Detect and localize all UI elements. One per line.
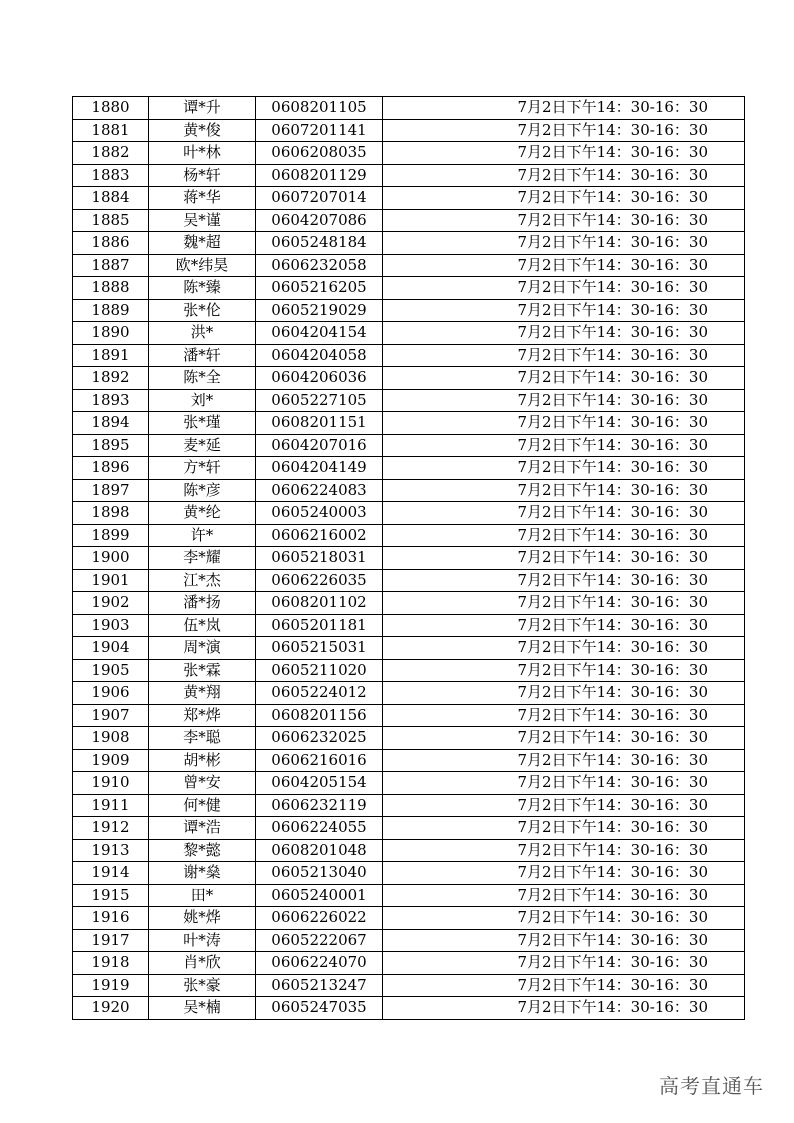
cell-student-name: 田* xyxy=(149,884,256,907)
cell-exam-id: 0608201156 xyxy=(256,704,383,727)
table-row xyxy=(73,772,745,795)
cell-exam-id: 0605224012 xyxy=(256,682,383,705)
cell-exam-time: 7月2日下午14：30-16：30 xyxy=(383,232,745,255)
cell-exam-time: 7月2日下午14：30-16：30 xyxy=(383,254,745,277)
cell-exam-id: 0605201181 xyxy=(256,614,383,637)
cell-exam-time: 7月2日下午14：30-16：30 xyxy=(383,974,745,997)
cell-seq-number: 1890 xyxy=(73,322,149,345)
cell-seq-number: 1920 xyxy=(73,997,149,1020)
cell-seq-number: 1911 xyxy=(73,794,149,817)
cell-student-name: 姚*烨 xyxy=(149,907,256,930)
cell-exam-time: 7月2日下午14：30-16：30 xyxy=(383,929,745,952)
cell-student-name: 江*杰 xyxy=(149,569,256,592)
cell-exam-time: 7月2日下午14：30-16：30 xyxy=(383,412,745,435)
cell-seq-number: 1882 xyxy=(73,142,149,165)
cell-exam-time: 7月2日下午14：30-16：30 xyxy=(383,637,745,660)
cell-exam-id: 0604205154 xyxy=(256,772,383,795)
cell-student-name: 郑*烨 xyxy=(149,704,256,727)
cell-student-name: 蒋*华 xyxy=(149,187,256,210)
cell-student-name: 曾*安 xyxy=(149,772,256,795)
cell-seq-number: 1910 xyxy=(73,772,149,795)
table-row xyxy=(73,614,745,637)
table-row xyxy=(73,502,745,525)
cell-seq-number: 1901 xyxy=(73,569,149,592)
cell-exam-id: 0606232025 xyxy=(256,727,383,750)
table-row xyxy=(73,794,745,817)
cell-exam-id: 0606232058 xyxy=(256,254,383,277)
cell-exam-id: 0608201102 xyxy=(256,592,383,615)
cell-exam-time: 7月2日下午14：30-16：30 xyxy=(383,187,745,210)
table-row xyxy=(73,209,745,232)
cell-exam-time: 7月2日下午14：30-16：30 xyxy=(383,817,745,840)
table-row xyxy=(73,479,745,502)
cell-exam-id: 0606232119 xyxy=(256,794,383,817)
cell-exam-id: 0607201141 xyxy=(256,119,383,142)
table-row xyxy=(73,749,745,772)
cell-student-name: 李*耀 xyxy=(149,547,256,570)
table-row xyxy=(73,637,745,660)
cell-seq-number: 1884 xyxy=(73,187,149,210)
table-row xyxy=(73,367,745,390)
cell-exam-id: 0604204154 xyxy=(256,322,383,345)
cell-seq-number: 1918 xyxy=(73,952,149,975)
table-row xyxy=(73,682,745,705)
cell-seq-number: 1917 xyxy=(73,929,149,952)
cell-student-name: 张*瑾 xyxy=(149,412,256,435)
table-row xyxy=(73,457,745,480)
table-row xyxy=(73,907,745,930)
cell-student-name: 吴*谨 xyxy=(149,209,256,232)
cell-seq-number: 1895 xyxy=(73,434,149,457)
cell-seq-number: 1904 xyxy=(73,637,149,660)
table-row xyxy=(73,569,745,592)
table-row xyxy=(73,254,745,277)
cell-seq-number: 1886 xyxy=(73,232,149,255)
cell-exam-id: 0606216016 xyxy=(256,749,383,772)
cell-student-name: 谭*浩 xyxy=(149,817,256,840)
cell-student-name: 许* xyxy=(149,524,256,547)
cell-seq-number: 1909 xyxy=(73,749,149,772)
cell-seq-number: 1889 xyxy=(73,299,149,322)
cell-seq-number: 1896 xyxy=(73,457,149,480)
table-row xyxy=(73,817,745,840)
cell-seq-number: 1902 xyxy=(73,592,149,615)
cell-exam-id: 0604207086 xyxy=(256,209,383,232)
cell-student-name: 张*霖 xyxy=(149,659,256,682)
cell-exam-id: 0605227105 xyxy=(256,389,383,412)
cell-exam-time: 7月2日下午14：30-16：30 xyxy=(383,457,745,480)
cell-student-name: 黄*翔 xyxy=(149,682,256,705)
cell-exam-time: 7月2日下午14：30-16：30 xyxy=(383,164,745,187)
cell-student-name: 陈*全 xyxy=(149,367,256,390)
cell-student-name: 李*聪 xyxy=(149,727,256,750)
cell-student-name: 黄*纶 xyxy=(149,502,256,525)
cell-exam-id: 0605216205 xyxy=(256,277,383,300)
cell-seq-number: 1894 xyxy=(73,412,149,435)
cell-seq-number: 1891 xyxy=(73,344,149,367)
cell-seq-number: 1913 xyxy=(73,839,149,862)
cell-student-name: 谭*升 xyxy=(149,97,256,120)
table-row xyxy=(73,412,745,435)
cell-exam-time: 7月2日下午14：30-16：30 xyxy=(383,592,745,615)
cell-exam-id: 0604206036 xyxy=(256,367,383,390)
cell-seq-number: 1905 xyxy=(73,659,149,682)
cell-exam-id: 0605218031 xyxy=(256,547,383,570)
table-row xyxy=(73,839,745,862)
cell-student-name: 张*伦 xyxy=(149,299,256,322)
cell-exam-time: 7月2日下午14：30-16：30 xyxy=(383,952,745,975)
cell-student-name: 叶*涛 xyxy=(149,929,256,952)
cell-student-name: 潘*轩 xyxy=(149,344,256,367)
cell-exam-id: 0606224070 xyxy=(256,952,383,975)
cell-seq-number: 1880 xyxy=(73,97,149,120)
cell-exam-id: 0604204058 xyxy=(256,344,383,367)
cell-exam-time: 7月2日下午14：30-16：30 xyxy=(383,367,745,390)
cell-exam-time: 7月2日下午14：30-16：30 xyxy=(383,322,745,345)
cell-exam-id: 0605240003 xyxy=(256,502,383,525)
table-row xyxy=(73,299,745,322)
cell-exam-time: 7月2日下午14：30-16：30 xyxy=(383,389,745,412)
cell-seq-number: 1912 xyxy=(73,817,149,840)
table-row xyxy=(73,232,745,255)
cell-exam-id: 0605240001 xyxy=(256,884,383,907)
cell-exam-time: 7月2日下午14：30-16：30 xyxy=(383,299,745,322)
cell-exam-time: 7月2日下午14：30-16：30 xyxy=(383,434,745,457)
cell-exam-time: 7月2日下午14：30-16：30 xyxy=(383,704,745,727)
table-row xyxy=(73,862,745,885)
cell-student-name: 欧*纬昊 xyxy=(149,254,256,277)
table-row xyxy=(73,884,745,907)
table-row xyxy=(73,434,745,457)
table-row xyxy=(73,97,745,120)
cell-exam-time: 7月2日下午14：30-16：30 xyxy=(383,209,745,232)
cell-exam-id: 0605248184 xyxy=(256,232,383,255)
cell-seq-number: 1900 xyxy=(73,547,149,570)
cell-seq-number: 1906 xyxy=(73,682,149,705)
cell-exam-id: 0605247035 xyxy=(256,997,383,1020)
cell-exam-time: 7月2日下午14：30-16：30 xyxy=(383,839,745,862)
cell-exam-id: 0606226022 xyxy=(256,907,383,930)
cell-exam-id: 0608201151 xyxy=(256,412,383,435)
cell-exam-time: 7月2日下午14：30-16：30 xyxy=(383,97,745,120)
cell-exam-time: 7月2日下午14：30-16：30 xyxy=(383,502,745,525)
cell-student-name: 陈*彦 xyxy=(149,479,256,502)
cell-student-name: 魏*超 xyxy=(149,232,256,255)
cell-exam-time: 7月2日下午14：30-16：30 xyxy=(383,524,745,547)
cell-student-name: 黄*俊 xyxy=(149,119,256,142)
table-row xyxy=(73,389,745,412)
cell-seq-number: 1892 xyxy=(73,367,149,390)
cell-exam-time: 7月2日下午14：30-16：30 xyxy=(383,659,745,682)
cell-exam-id: 0606226035 xyxy=(256,569,383,592)
cell-student-name: 黎*懿 xyxy=(149,839,256,862)
cell-exam-time: 7月2日下午14：30-16：30 xyxy=(383,569,745,592)
cell-exam-id: 0605213040 xyxy=(256,862,383,885)
table-row xyxy=(73,704,745,727)
table-row xyxy=(73,659,745,682)
cell-seq-number: 1883 xyxy=(73,164,149,187)
cell-exam-time: 7月2日下午14：30-16：30 xyxy=(383,772,745,795)
cell-student-name: 叶*林 xyxy=(149,142,256,165)
cell-exam-time: 7月2日下午14：30-16：30 xyxy=(383,547,745,570)
cell-seq-number: 1903 xyxy=(73,614,149,637)
cell-student-name: 张*豪 xyxy=(149,974,256,997)
table-body xyxy=(73,97,745,1020)
table-row xyxy=(73,997,745,1020)
cell-seq-number: 1916 xyxy=(73,907,149,930)
cell-student-name: 肖*欣 xyxy=(149,952,256,975)
cell-student-name: 刘* xyxy=(149,389,256,412)
cell-exam-id: 0606224083 xyxy=(256,479,383,502)
cell-exam-time: 7月2日下午14：30-16：30 xyxy=(383,344,745,367)
table-row xyxy=(73,929,745,952)
cell-exam-time: 7月2日下午14：30-16：30 xyxy=(383,682,745,705)
cell-seq-number: 1885 xyxy=(73,209,149,232)
table-row xyxy=(73,547,745,570)
cell-exam-id: 0607207014 xyxy=(256,187,383,210)
table-row xyxy=(73,974,745,997)
cell-exam-time: 7月2日下午14：30-16：30 xyxy=(383,749,745,772)
table-row xyxy=(73,344,745,367)
cell-seq-number: 1914 xyxy=(73,862,149,885)
cell-exam-time: 7月2日下午14：30-16：30 xyxy=(383,794,745,817)
cell-seq-number: 1915 xyxy=(73,884,149,907)
cell-exam-time: 7月2日下午14：30-16：30 xyxy=(383,997,745,1020)
cell-exam-id: 0608201048 xyxy=(256,839,383,862)
cell-exam-time: 7月2日下午14：30-16：30 xyxy=(383,277,745,300)
cell-exam-time: 7月2日下午14：30-16：30 xyxy=(383,479,745,502)
cell-seq-number: 1907 xyxy=(73,704,149,727)
cell-exam-id: 0605219029 xyxy=(256,299,383,322)
cell-exam-id: 0605222067 xyxy=(256,929,383,952)
exam-schedule-table xyxy=(72,96,745,1020)
cell-exam-id: 0605213247 xyxy=(256,974,383,997)
cell-seq-number: 1888 xyxy=(73,277,149,300)
cell-student-name: 何*健 xyxy=(149,794,256,817)
cell-seq-number: 1898 xyxy=(73,502,149,525)
cell-exam-id: 0605211020 xyxy=(256,659,383,682)
cell-exam-time: 7月2日下午14：30-16：30 xyxy=(383,884,745,907)
table-row xyxy=(73,524,745,547)
table-row xyxy=(73,187,745,210)
cell-seq-number: 1919 xyxy=(73,974,149,997)
table-row xyxy=(73,142,745,165)
cell-exam-id: 0606216002 xyxy=(256,524,383,547)
table-row xyxy=(73,119,745,142)
cell-exam-id: 0608201129 xyxy=(256,164,383,187)
cell-student-name: 杨*轩 xyxy=(149,164,256,187)
cell-seq-number: 1887 xyxy=(73,254,149,277)
cell-student-name: 方*轩 xyxy=(149,457,256,480)
cell-student-name: 洪* xyxy=(149,322,256,345)
cell-exam-time: 7月2日下午14：30-16：30 xyxy=(383,907,745,930)
cell-exam-time: 7月2日下午14：30-16：30 xyxy=(383,119,745,142)
cell-exam-time: 7月2日下午14：30-16：30 xyxy=(383,142,745,165)
table-row xyxy=(73,277,745,300)
cell-student-name: 吴*楠 xyxy=(149,997,256,1020)
table-row xyxy=(73,952,745,975)
cell-student-name: 伍*岚 xyxy=(149,614,256,637)
cell-student-name: 周*演 xyxy=(149,637,256,660)
cell-seq-number: 1908 xyxy=(73,727,149,750)
table-row xyxy=(73,164,745,187)
cell-student-name: 麦*延 xyxy=(149,434,256,457)
cell-seq-number: 1899 xyxy=(73,524,149,547)
table-row xyxy=(73,592,745,615)
cell-exam-id: 0608201105 xyxy=(256,97,383,120)
cell-student-name: 陈*臻 xyxy=(149,277,256,300)
cell-seq-number: 1881 xyxy=(73,119,149,142)
cell-student-name: 潘*扬 xyxy=(149,592,256,615)
cell-student-name: 胡*彬 xyxy=(149,749,256,772)
cell-exam-id: 0606224055 xyxy=(256,817,383,840)
cell-exam-time: 7月2日下午14：30-16：30 xyxy=(383,614,745,637)
table-row xyxy=(73,727,745,750)
cell-exam-id: 0604207016 xyxy=(256,434,383,457)
table-row xyxy=(73,322,745,345)
cell-seq-number: 1893 xyxy=(73,389,149,412)
cell-exam-time: 7月2日下午14：30-16：30 xyxy=(383,727,745,750)
cell-exam-time: 7月2日下午14：30-16：30 xyxy=(383,862,745,885)
cell-student-name: 谢*燊 xyxy=(149,862,256,885)
cell-exam-id: 0606208035 xyxy=(256,142,383,165)
watermark-text: 高考直通车 xyxy=(659,1074,764,1098)
cell-exam-id: 0605215031 xyxy=(256,637,383,660)
cell-seq-number: 1897 xyxy=(73,479,149,502)
cell-exam-id: 0604204149 xyxy=(256,457,383,480)
